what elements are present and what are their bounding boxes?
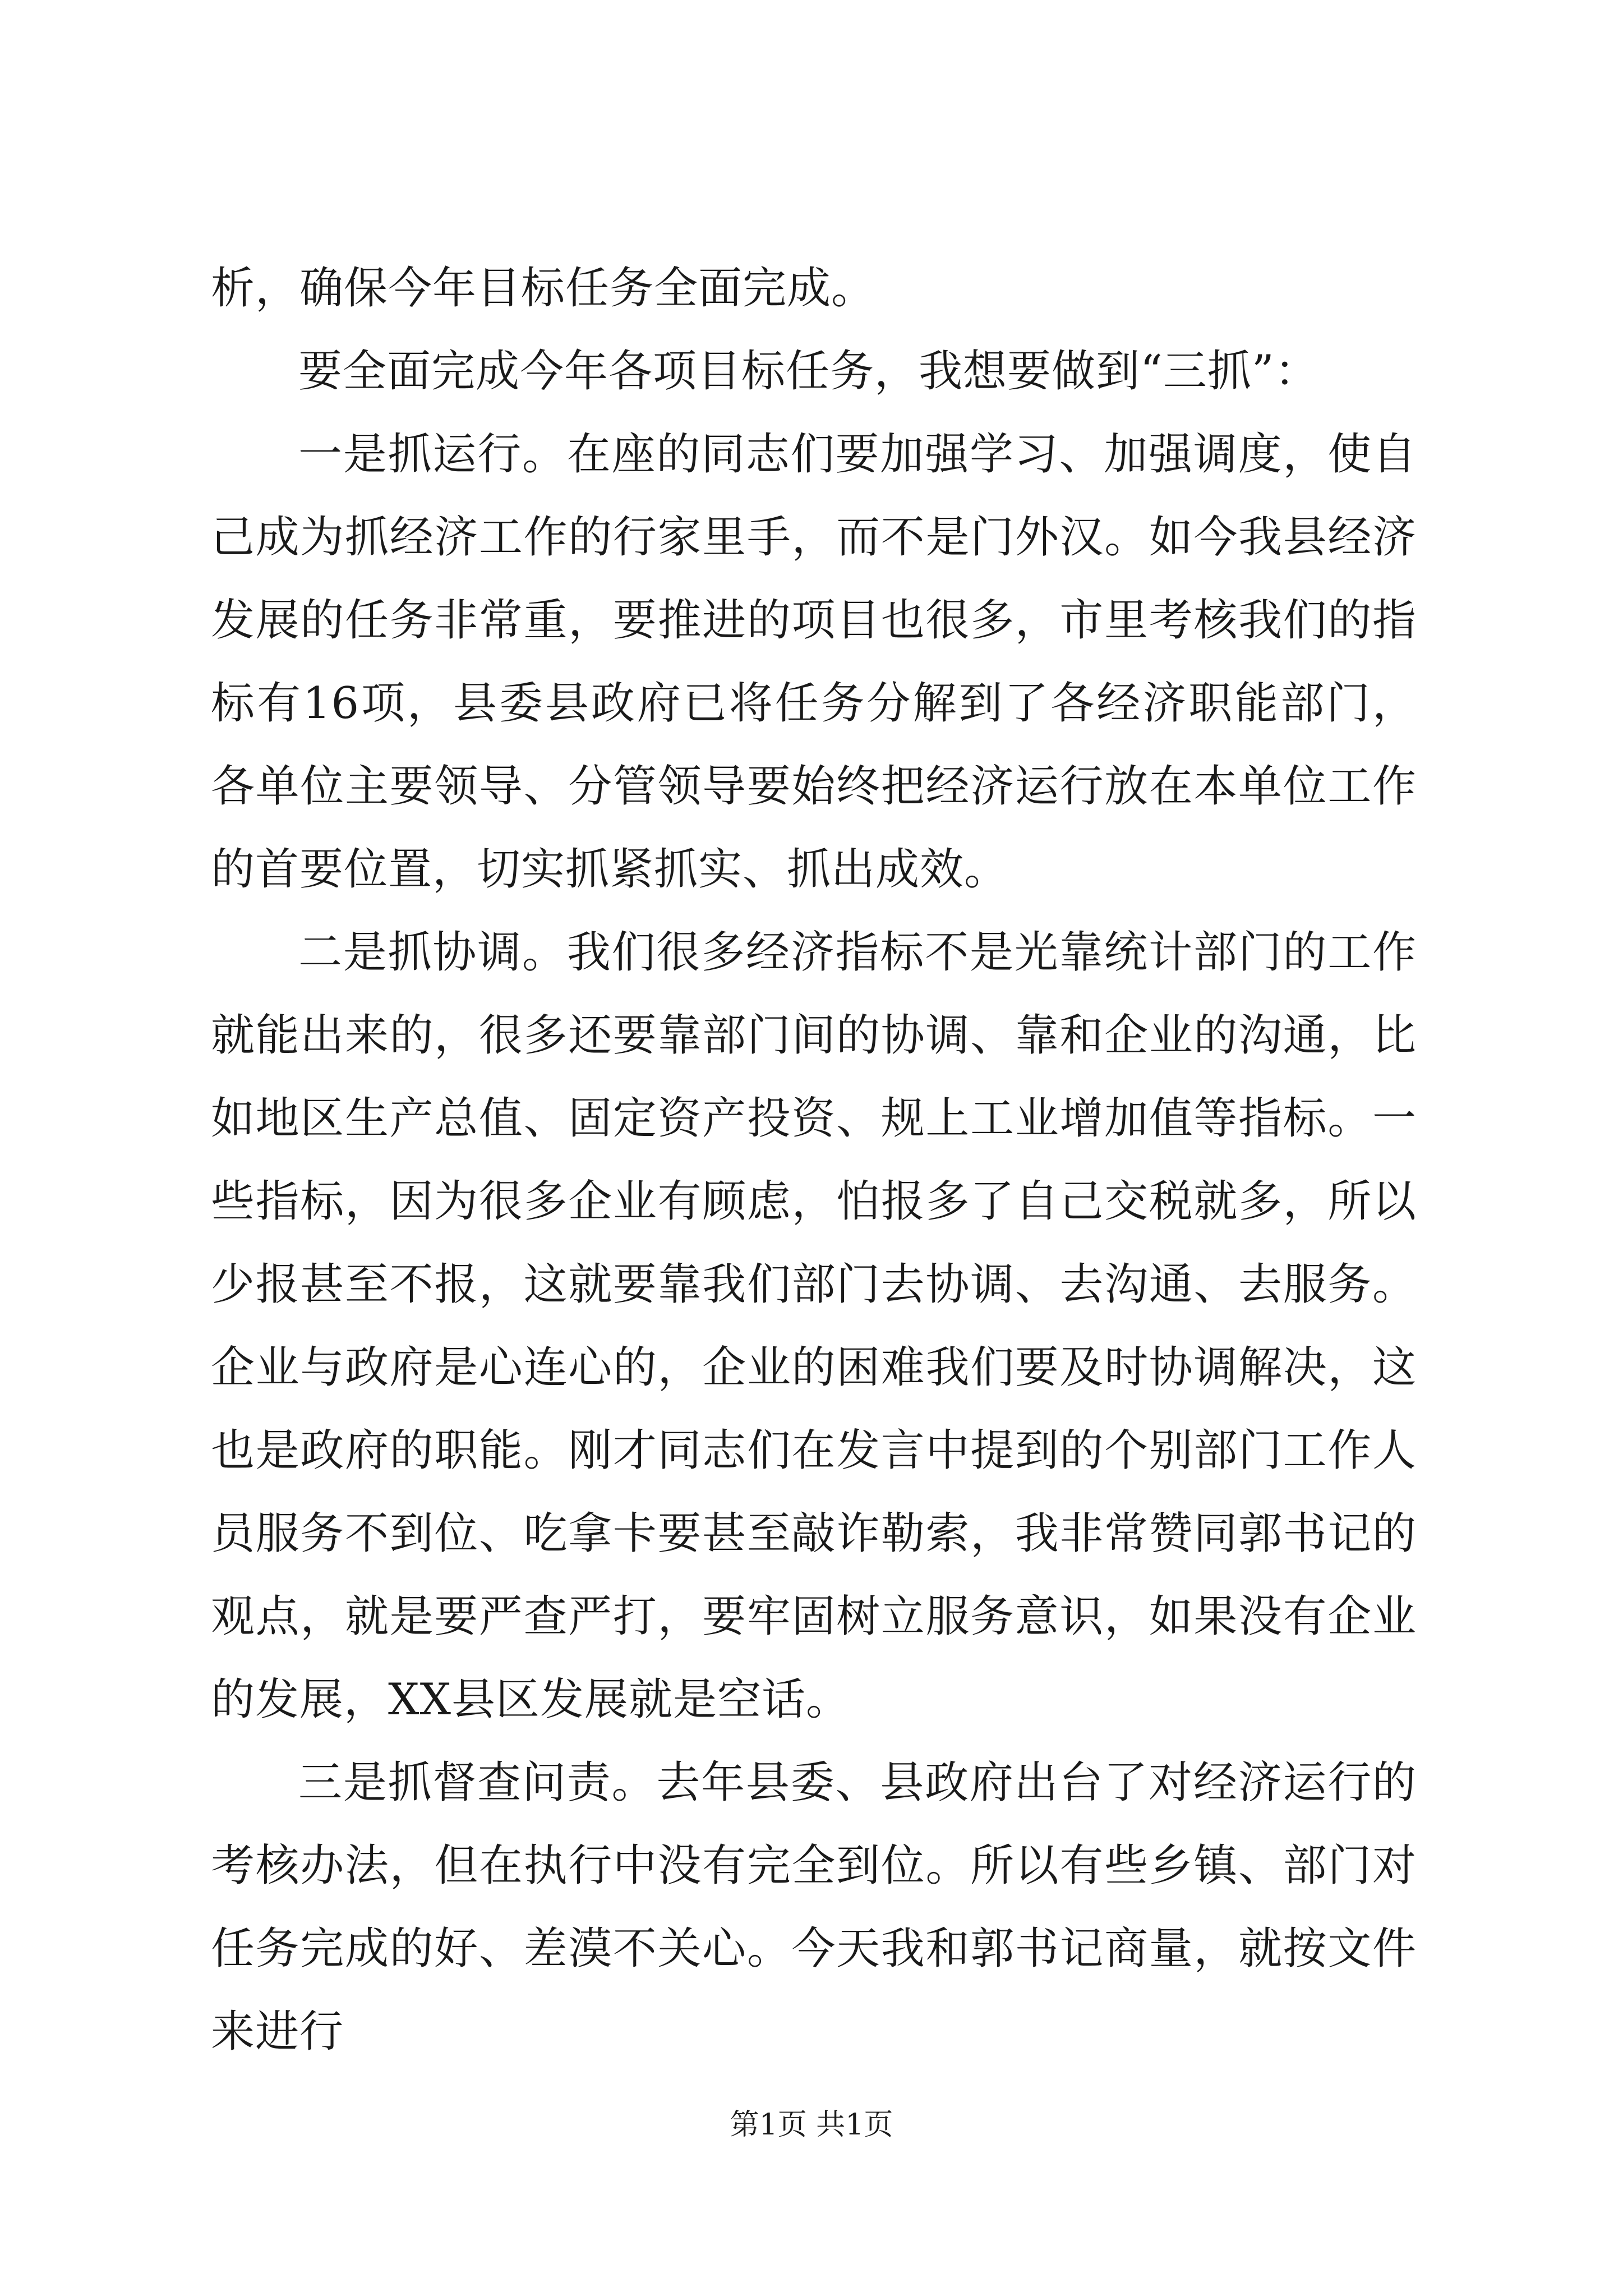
paragraph-point-two: 二是抓协调。我们很多经济指标不是光靠统计部门的工作就能出来的，很多还要靠部门间的协调、靠和企业的沟通，比如地区生产总值、固定资产投资、规上工业增加值等指标。一些指标，因为很多企业有顾虑，怕报多了自己交税就多，所以少报甚至不报，这就要靠我们部门去协调、去沟通、去服务。企业与政府是心连心的，企业的困难我们要及时协调解决，这也是政府的职能。刚才同志们在发言中提到的个别部门工作人员服务不到位、吃拿卡要甚至敲诈勒索，我非常赞同郭书记的观点，就是要严查严打，要牢固树立服务意识，如果没有企业的发展，XX县区发展就是空话。 [211,927,1417,1725]
paragraph-point-three: 三是抓督查问责。去年县委、县政府出台了对经济运行的考核办法，但在执行中没有完全到位。所以有些乡镇、部门对任务完成的好、差漠不关心。今天我和郭书记商量，就按文件来进行 [211,1757,1417,2057]
document-body [211,247,1417,2073]
paragraph-continuation: 析，确保今年目标任务全面完成。 [211,263,876,314]
paragraph-intro: 要全面完成今年各项目标任务，我想要做到“三抓”： [298,346,1319,397]
page-number-footer: 第1页 共1页 [730,2108,893,2142]
paragraph-point-one: 一是抓运行。在座的同志们要加强学习、加强调度，使自己成为抓经济工作的行家里手，而不是门外汉。如今我县经济发展的任务非常重，要推进的项目也很多，市里考核我们的指标有16项，县委县政府已将任务分解到了各经济职能部门，各单位主要领导、分管领导要始终把经济运行放在本单位工作的首要位置，切实抓紧抓实、抓出成效。 [211,429,1417,895]
